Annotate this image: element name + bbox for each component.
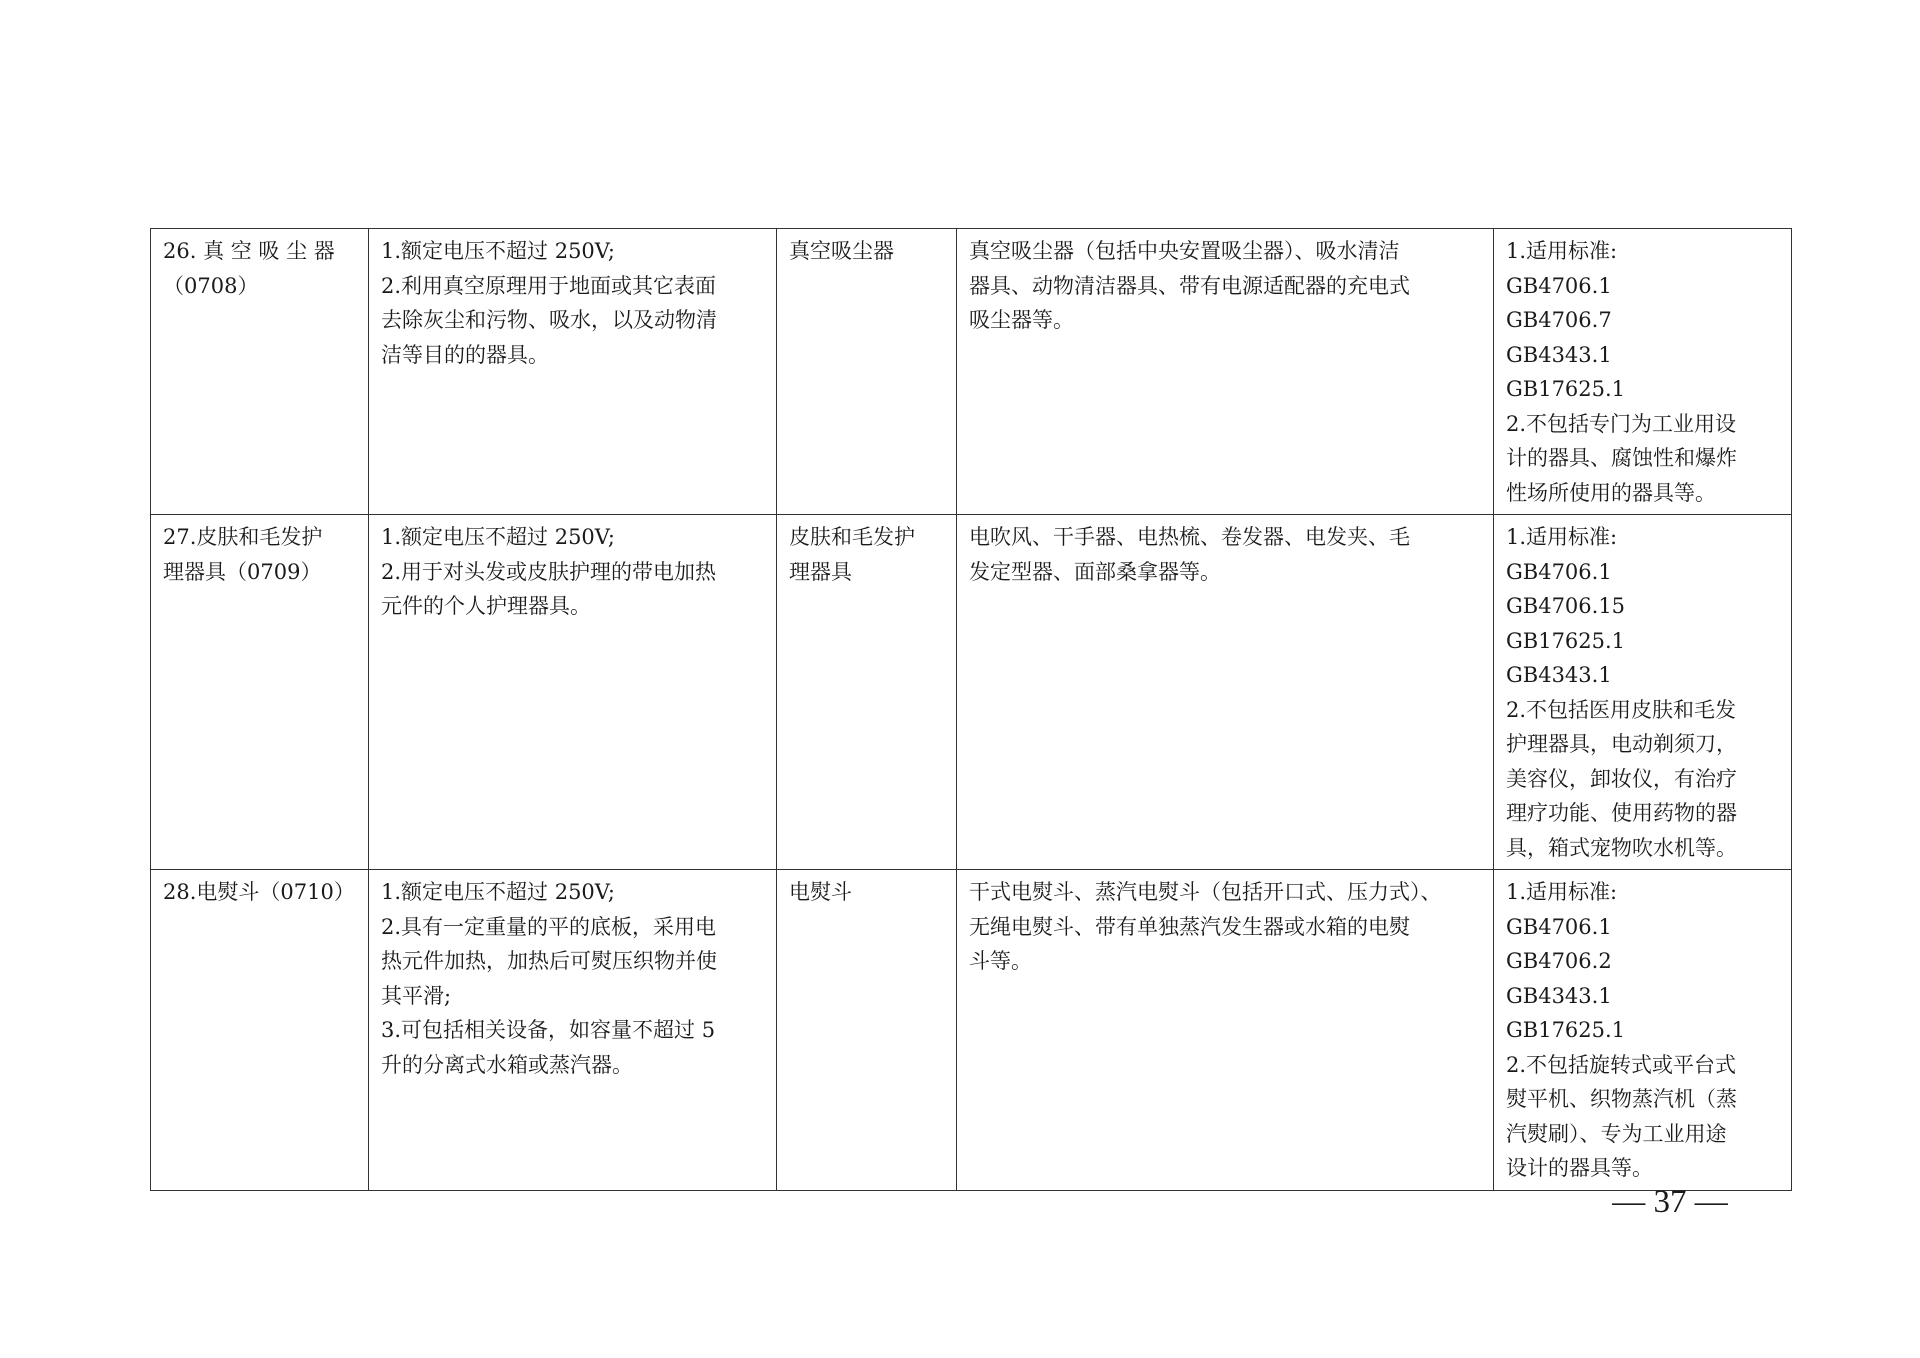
cell-text-line: 真空吸尘器（包括中央安置吸尘器）、吸水清洁 — [969, 239, 1400, 263]
product-types-cell — [957, 870, 1494, 1191]
category-cell — [151, 229, 369, 515]
cell-text-line: 性场所使用的器具等。 — [1506, 480, 1716, 505]
product-table-body — [151, 229, 1792, 1191]
cell-text-line: 26. 真 空 吸 尘 器 — [163, 239, 335, 263]
cell-text-line: 3.可包括相关设备，如容量不超过 5 — [381, 1018, 716, 1042]
product-name-cell — [777, 515, 957, 870]
cell-text-line: （0708） — [163, 273, 259, 298]
cell-text-line: 汽熨刷）、专为工业用途 — [1506, 1121, 1727, 1146]
cell-text-line: GB17625.1 — [1506, 628, 1626, 653]
page-number: — 37 — — [1612, 1184, 1728, 1220]
cell-text-line: 2.用于对头发或皮肤护理的带电加热 — [381, 559, 717, 584]
cell-text-line: 斗等。 — [969, 949, 1032, 973]
cell-text-line: GB4706.1 — [1506, 559, 1612, 584]
cell-text-line: GB17625.1 — [1506, 377, 1626, 401]
product-name-cell — [777, 229, 957, 515]
table-row — [151, 229, 1792, 515]
cell-text-line: 其平滑; — [381, 983, 452, 1008]
scope-cell — [369, 229, 777, 515]
scope-cell — [369, 870, 777, 1191]
cell-text-line: 计的器具、腐蚀性和爆炸 — [1506, 446, 1737, 470]
category-cell — [151, 870, 369, 1191]
cell-text-line: 2.具有一定重量的平的底板，采用电 — [381, 914, 717, 939]
standards-cell — [1494, 515, 1792, 870]
cell-text-line: 1.额定电压不超过 250V; — [381, 525, 615, 549]
scope-cell — [369, 515, 777, 870]
cell-text-line: 无绳电熨斗、带有单独蒸汽发生器或水箱的电熨 — [969, 914, 1410, 939]
cell-text-line: 升的分离式水箱或蒸汽器。 — [381, 1052, 633, 1077]
cell-text-line: 设计的器具等。 — [1506, 1156, 1653, 1180]
table-row — [151, 515, 1792, 870]
cell-text-line: 熨平机、织物蒸汽机（蒸 — [1506, 1087, 1737, 1111]
cell-text-line: GB4343.1 — [1506, 342, 1612, 367]
cell-text-line: 理疗功能、使用药物的器 — [1506, 801, 1737, 825]
cell-text-line: GB4706.15 — [1506, 594, 1626, 618]
cell-text-line: 理器具（0709） — [163, 559, 322, 584]
cell-text-line: GB4706.2 — [1506, 949, 1612, 973]
cell-text-line: GB4343.1 — [1506, 663, 1612, 687]
cell-text-line: 电熨斗 — [789, 880, 852, 904]
product-types-cell — [957, 515, 1494, 870]
cell-text-line: 美容仪，卸妆仪，有治疗 — [1506, 766, 1737, 791]
product-name-cell — [777, 870, 957, 1191]
cell-text-line: 1.适用标准: — [1506, 239, 1618, 263]
cell-text-line: 干式电熨斗、蒸汽电熨斗（包括开口式、压力式）、 — [969, 880, 1442, 904]
table-row — [151, 870, 1792, 1191]
cell-text-line: 1.适用标准: — [1506, 525, 1618, 549]
cell-text-line: 28.电熨斗（0710） — [163, 880, 355, 904]
cell-text-line: 护理器具，电动剃须刀， — [1506, 732, 1737, 756]
cell-text-line: 理器具 — [789, 559, 852, 584]
standards-cell — [1494, 229, 1792, 515]
cell-text-line: GB17625.1 — [1506, 1018, 1626, 1042]
cell-text-line: GB4343.1 — [1506, 983, 1612, 1008]
cell-text-line: 器具、动物清洁器具、带有电源适配器的充电式 — [969, 273, 1410, 298]
standards-cell — [1494, 870, 1792, 1191]
cell-text-line: 发定型器、面部桑拿器等。 — [969, 559, 1221, 584]
cell-text-line: GB4706.1 — [1506, 914, 1612, 939]
cell-text-line: 真空吸尘器 — [789, 239, 894, 263]
category-cell — [151, 515, 369, 870]
cell-text-line: 2.不包括旋转式或平台式 — [1506, 1052, 1737, 1077]
cell-text-line: 电吹风、干手器、电热梳、卷发器、电发夹、毛 — [969, 525, 1410, 549]
cell-text-line: 2.不包括专门为工业用设 — [1506, 411, 1737, 436]
product-types-cell — [957, 229, 1494, 515]
cell-text-line: 27.皮肤和毛发护 — [163, 525, 323, 549]
cell-text-line: 热元件加热，加热后可熨压织物并使 — [381, 949, 717, 973]
cell-text-line: 去除灰尘和污物、吸水，以及动物清 — [381, 308, 717, 332]
cell-text-line: 洁等目的的器具。 — [381, 342, 549, 367]
cell-text-line: 1.额定电压不超过 250V; — [381, 239, 615, 263]
cell-text-line: GB4706.7 — [1506, 308, 1612, 332]
cell-text-line: 1.额定电压不超过 250V; — [381, 880, 615, 904]
cell-text-line: 2.不包括医用皮肤和毛发 — [1506, 697, 1737, 722]
cell-text-line: 皮肤和毛发护 — [789, 525, 915, 549]
cell-text-line: 具，箱式宠物吹水机等。 — [1506, 835, 1737, 860]
cell-text-line: 1.适用标准: — [1506, 880, 1618, 904]
cell-text-line: 元件的个人护理器具。 — [381, 594, 591, 618]
product-table — [150, 228, 1792, 1191]
cell-text-line: 吸尘器等。 — [969, 308, 1074, 332]
cell-text-line: GB4706.1 — [1506, 273, 1612, 298]
cell-text-line: 2.利用真空原理用于地面或其它表面 — [381, 273, 717, 298]
